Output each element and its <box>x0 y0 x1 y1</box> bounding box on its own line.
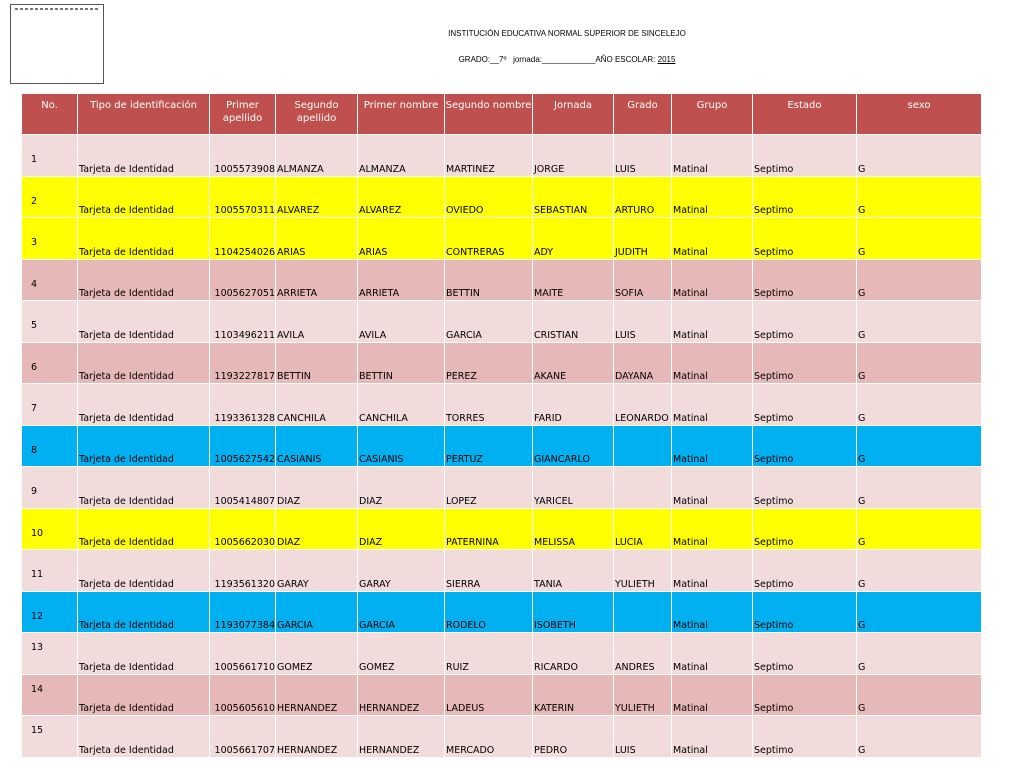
cell-estado: G <box>857 176 982 218</box>
cell-segundo-nombre: TANIA <box>533 550 614 592</box>
cell-segundo-apellido: GOMEZ <box>358 633 445 675</box>
cell-grupo: Septimo <box>753 135 857 177</box>
cell-grado: Matinal <box>672 425 753 467</box>
row-number: 7 <box>22 384 78 426</box>
cell-primer-apellido: HERNANDEZ <box>276 716 358 758</box>
table-row <box>22 674 982 716</box>
table-row <box>22 384 982 426</box>
row-number: 6 <box>22 342 78 384</box>
documento-number: 1193561320 <box>214 578 275 590</box>
cell-jornada <box>614 591 672 633</box>
cell-primer-apellido: GOMEZ <box>276 633 358 675</box>
cell-primer-apellido: DIAZ <box>276 508 358 550</box>
cell-tipo: Tarjeta de Identidad <box>78 508 210 550</box>
cell-tipo: Tarjeta de Identidad <box>78 674 210 716</box>
cell-documento-apellido <box>210 301 276 343</box>
cell-tipo: Tarjeta de Identidad <box>78 425 210 467</box>
documento-number: 1005661710 <box>214 661 275 673</box>
table-row <box>22 425 982 467</box>
documento-number: 1005414807 <box>214 495 275 507</box>
col-header-segundo-nombre: Segundo nombre <box>445 94 533 135</box>
cell-tipo: Tarjeta de Identidad <box>78 259 210 301</box>
row-number: 1 <box>22 135 78 177</box>
cell-jornada: ANDRES <box>614 633 672 675</box>
cell-grupo: Septimo <box>753 384 857 426</box>
cell-segundo-nombre: PEDRO <box>533 716 614 758</box>
table-row <box>22 633 982 675</box>
cell-primer-nombre: GARCIA <box>445 301 533 343</box>
cell-segundo-nombre: FARID <box>533 384 614 426</box>
row-number: 5 <box>22 301 78 343</box>
cell-grupo: Septimo <box>753 716 857 758</box>
cell-grupo: Septimo <box>753 425 857 467</box>
cell-segundo-nombre: JORGE <box>533 135 614 177</box>
table-row <box>22 716 982 758</box>
col-header-primer-apellido: Primer apellido <box>210 94 276 135</box>
row-number: 3 <box>22 218 78 260</box>
cell-documento-apellido <box>210 342 276 384</box>
logo-placeholder <box>10 4 104 84</box>
cell-estado: G <box>857 218 982 260</box>
cell-segundo-apellido: HERNANDEZ <box>358 674 445 716</box>
row-number: 14 <box>22 674 78 716</box>
cell-tipo: Tarjeta de Identidad <box>78 342 210 384</box>
grado-value: __7º <box>490 55 507 64</box>
cell-primer-apellido: ALVAREZ <box>276 176 358 218</box>
row-number: 9 <box>22 467 78 509</box>
documento-number: 1104254026 <box>214 246 275 258</box>
cell-grado: Matinal <box>672 342 753 384</box>
cell-documento-apellido <box>210 467 276 509</box>
cell-segundo-nombre: YARICEL <box>533 467 614 509</box>
cell-primer-nombre: PATERNINA <box>445 508 533 550</box>
documento-number: 1005570311 <box>214 205 275 216</box>
documento-number: 1193227817 <box>214 371 275 382</box>
cell-documento-apellido <box>210 716 276 758</box>
documento-number: 1005627051 <box>214 288 275 299</box>
cell-documento-apellido <box>210 135 276 177</box>
grado-line <box>0 55 1024 64</box>
col-header-primer-nombre: Primer nombre <box>358 94 445 135</box>
cell-segundo-nombre: MELISSA <box>533 508 614 550</box>
cell-jornada: LUIS <box>614 301 672 343</box>
cell-documento-apellido <box>210 259 276 301</box>
cell-grupo: Septimo <box>753 342 857 384</box>
cell-tipo: Tarjeta de Identidad <box>78 176 210 218</box>
institution-title: INSTITUCIÓN EDUCATIVA NORMAL SUPERIOR DE SINCELEJO <box>448 29 686 38</box>
cell-segundo-apellido: ARIAS <box>358 218 445 260</box>
cell-grado: Matinal <box>672 467 753 509</box>
jornada-blank: ____________ <box>542 55 596 64</box>
cell-tipo: Tarjeta de Identidad <box>78 633 210 675</box>
cell-estado: G <box>857 301 982 343</box>
cell-primer-nombre: BETTIN <box>445 259 533 301</box>
cell-primer-nombre: OVIEDO <box>445 176 533 218</box>
documento-number: 1005573908 <box>214 163 275 175</box>
documento-number: 1005661707 <box>214 744 275 756</box>
col-header-tipo: Tipo de identificación <box>78 94 210 135</box>
row-number: 12 <box>22 591 78 633</box>
students-table <box>21 93 982 758</box>
cell-primer-nombre: SIERRA <box>445 550 533 592</box>
cell-primer-apellido: GARCIA <box>276 591 358 633</box>
cell-primer-nombre: PEREZ <box>445 342 533 384</box>
cell-primer-apellido: CANCHILA <box>276 384 358 426</box>
cell-primer-apellido: DIAZ <box>276 467 358 509</box>
cell-estado: G <box>857 342 982 384</box>
cell-primer-nombre: MARTINEZ <box>445 135 533 177</box>
cell-estado: G <box>857 425 982 467</box>
col-header-estado: Estado <box>753 94 857 135</box>
cell-grado: Matinal <box>672 591 753 633</box>
jornada-label: jornada: <box>513 55 542 64</box>
cell-primer-apellido: ARRIETA <box>276 259 358 301</box>
table-row <box>22 218 982 260</box>
table-header-row <box>22 94 982 135</box>
cell-tipo: Tarjeta de Identidad <box>78 135 210 177</box>
cell-estado: G <box>857 550 982 592</box>
year-label: AÑO ESCOLAR: <box>595 55 656 64</box>
cell-documento-apellido <box>210 384 276 426</box>
cell-jornada: DAYANA <box>614 342 672 384</box>
cell-segundo-nombre: ADY <box>533 218 614 260</box>
cell-primer-nombre: CONTRERAS <box>445 218 533 260</box>
cell-jornada: LUCIA <box>614 508 672 550</box>
documento-number: 1005662030 <box>214 537 275 548</box>
cell-jornada: LEONARDO <box>614 384 672 426</box>
cell-segundo-apellido: HERNANDEZ <box>358 716 445 758</box>
cell-estado: G <box>857 467 982 509</box>
col-header-jornada: Jornada <box>533 94 614 135</box>
documento-number: 1005605610 <box>214 703 275 714</box>
cell-segundo-nombre: KATERIN <box>533 674 614 716</box>
cell-estado: G <box>857 259 982 301</box>
cell-grupo: Septimo <box>753 218 857 260</box>
table-row <box>22 550 982 592</box>
row-number: 11 <box>22 550 78 592</box>
cell-documento-apellido <box>210 550 276 592</box>
table-row <box>22 508 982 550</box>
row-number: 10 <box>22 508 78 550</box>
cell-jornada: YULIETH <box>614 674 672 716</box>
cell-grado: Matinal <box>672 674 753 716</box>
cell-grupo: Septimo <box>753 176 857 218</box>
documento-number: 1005627542 <box>214 454 275 465</box>
cell-primer-nombre: RUIZ <box>445 633 533 675</box>
cell-grado: Matinal <box>672 550 753 592</box>
col-header-sexo: sexo <box>857 94 982 135</box>
cell-segundo-apellido: GARAY <box>358 550 445 592</box>
cell-segundo-apellido: ALMANZA <box>358 135 445 177</box>
cell-primer-nombre: LADEUS <box>445 674 533 716</box>
cell-segundo-nombre: ISOBETH <box>533 591 614 633</box>
row-number: 2 <box>22 176 78 218</box>
table-row <box>22 342 982 384</box>
cell-jornada: LUIS <box>614 716 672 758</box>
cell-segundo-apellido: ALVAREZ <box>358 176 445 218</box>
cell-primer-nombre: TORRES <box>445 384 533 426</box>
row-number: 13 <box>22 633 78 675</box>
cell-grado: Matinal <box>672 135 753 177</box>
cell-segundo-nombre: RICARDO <box>533 633 614 675</box>
table-row <box>22 135 982 177</box>
cell-estado: G <box>857 591 982 633</box>
cell-grupo: Septimo <box>753 508 857 550</box>
cell-grupo: Septimo <box>753 301 857 343</box>
cell-grupo: Septimo <box>753 674 857 716</box>
cell-segundo-apellido: CASIANIS <box>358 425 445 467</box>
cell-primer-apellido: ARIAS <box>276 218 358 260</box>
cell-tipo: Tarjeta de Identidad <box>78 550 210 592</box>
cell-primer-apellido: GARAY <box>276 550 358 592</box>
cell-estado: G <box>857 633 982 675</box>
cell-grupo: Septimo <box>753 550 857 592</box>
table-row <box>22 176 982 218</box>
cell-documento-apellido <box>210 633 276 675</box>
col-header-grado: Grado <box>614 94 672 135</box>
cell-primer-nombre: PERTUZ <box>445 425 533 467</box>
cell-tipo: Tarjeta de Identidad <box>78 591 210 633</box>
cell-jornada: LUIS <box>614 135 672 177</box>
cell-primer-nombre: MERCADO <box>445 716 533 758</box>
row-number: 4 <box>22 259 78 301</box>
cell-tipo: Tarjeta de Identidad <box>78 301 210 343</box>
cell-grupo: Septimo <box>753 259 857 301</box>
cell-grado: Matinal <box>672 384 753 426</box>
cell-segundo-apellido: ARRIETA <box>358 259 445 301</box>
cell-primer-apellido: AVILA <box>276 301 358 343</box>
grado-label: GRADO: <box>458 55 491 64</box>
cell-documento-apellido <box>210 508 276 550</box>
cell-segundo-nombre: AKANE <box>533 342 614 384</box>
cell-tipo: Tarjeta de Identidad <box>78 384 210 426</box>
table-row <box>22 591 982 633</box>
cell-segundo-nombre: MAITE <box>533 259 614 301</box>
row-number: 15 <box>22 716 78 758</box>
row-number: 8 <box>22 425 78 467</box>
documento-number: 1193077384 <box>214 620 275 631</box>
cell-segundo-apellido: GARCIA <box>358 591 445 633</box>
cell-tipo: Tarjeta de Identidad <box>78 218 210 260</box>
documento-number: 1103496211 <box>214 329 275 341</box>
cell-jornada: SOFIA <box>614 259 672 301</box>
cell-grado: Matinal <box>672 508 753 550</box>
col-header-segundo-apellido: Segundo apellido <box>276 94 358 135</box>
cell-primer-nombre: LOPEZ <box>445 467 533 509</box>
cell-segundo-apellido: DIAZ <box>358 508 445 550</box>
cell-jornada <box>614 467 672 509</box>
cell-grado: Matinal <box>672 301 753 343</box>
logo-caption <box>15 8 99 10</box>
cell-tipo: Tarjeta de Identidad <box>78 716 210 758</box>
col-header-grupo: Grupo <box>672 94 753 135</box>
col-header-no: No. <box>22 94 78 135</box>
cell-documento-apellido <box>210 218 276 260</box>
cell-estado: G <box>857 674 982 716</box>
cell-grupo: Septimo <box>753 591 857 633</box>
cell-primer-nombre: RODELO <box>445 591 533 633</box>
cell-estado: G <box>857 508 982 550</box>
cell-estado: G <box>857 716 982 758</box>
cell-grado: Matinal <box>672 176 753 218</box>
cell-grado: Matinal <box>672 259 753 301</box>
cell-segundo-nombre: CRISTIAN <box>533 301 614 343</box>
cell-documento-apellido <box>210 674 276 716</box>
cell-grado: Matinal <box>672 633 753 675</box>
table-row <box>22 259 982 301</box>
cell-estado: G <box>857 384 982 426</box>
cell-segundo-nombre: SEBASTIAN <box>533 176 614 218</box>
documento-number: 1193361328 <box>214 412 275 424</box>
year-value: 2015 <box>657 55 676 64</box>
cell-documento-apellido <box>210 176 276 218</box>
cell-documento-apellido <box>210 425 276 467</box>
cell-segundo-apellido: DIAZ <box>358 467 445 509</box>
cell-jornada: ARTURO <box>614 176 672 218</box>
cell-documento-apellido <box>210 591 276 633</box>
cell-jornada: YULIETH <box>614 550 672 592</box>
cell-grado: Matinal <box>672 716 753 758</box>
table-row <box>22 467 982 509</box>
cell-grupo: Septimo <box>753 467 857 509</box>
cell-grado: Matinal <box>672 218 753 260</box>
cell-jornada <box>614 425 672 467</box>
cell-primer-apellido: CASIANIS <box>276 425 358 467</box>
cell-primer-apellido: HERNANDEZ <box>276 674 358 716</box>
cell-grupo: Septimo <box>753 633 857 675</box>
cell-segundo-apellido: BETTIN <box>358 342 445 384</box>
cell-segundo-apellido: AVILA <box>358 301 445 343</box>
cell-estado: G <box>857 135 982 177</box>
cell-primer-apellido: BETTIN <box>276 342 358 384</box>
cell-segundo-nombre: GIANCARLO <box>533 425 614 467</box>
cell-tipo: Tarjeta de Identidad <box>78 467 210 509</box>
table-row <box>22 301 982 343</box>
cell-segundo-apellido: CANCHILA <box>358 384 445 426</box>
cell-jornada: JUDITH <box>614 218 672 260</box>
cell-primer-apellido: ALMANZA <box>276 135 358 177</box>
